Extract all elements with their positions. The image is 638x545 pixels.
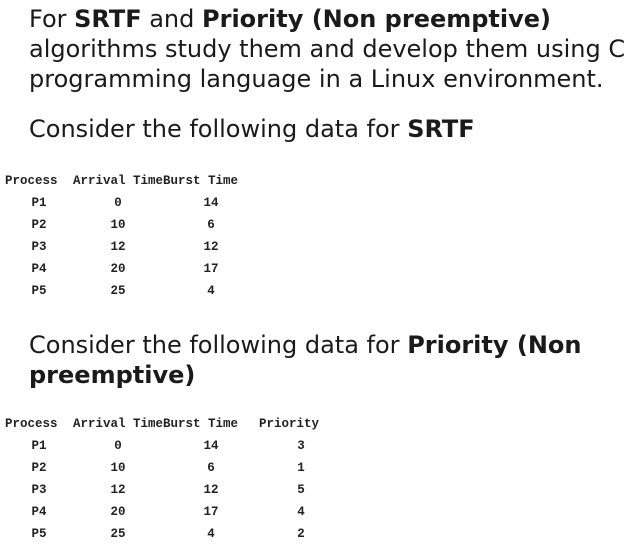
table-row — [5, 258, 259, 280]
priority-header-row — [5, 413, 343, 435]
burst-cell: 12 — [203, 240, 219, 254]
intro-line-2: algorithms study them and develop them using C — [29, 35, 626, 63]
arrival-cell: 20 — [110, 262, 126, 276]
burst-cell: 17 — [203, 505, 219, 519]
priority-cell: 3 — [297, 439, 305, 453]
table-row — [5, 435, 343, 457]
intro-line-3: programming language in a Linux environment. — [29, 65, 604, 93]
table-row — [5, 192, 259, 214]
burst-cell: 14 — [203, 196, 219, 210]
table-row — [5, 457, 343, 479]
priority-cell: 1 — [297, 461, 305, 475]
arrival-cell: 0 — [114, 196, 122, 210]
column-header-burst-time: Burst Time — [163, 174, 239, 188]
priority-heading-line-1 — [29, 330, 582, 360]
priority-heading — [29, 330, 582, 390]
priority-cell: 2 — [297, 527, 305, 541]
column-header-priority: Priority — [259, 417, 320, 431]
arrival-cell: 12 — [110, 483, 126, 497]
process-cell: P4 — [31, 262, 47, 276]
intro-text: For — [29, 5, 75, 33]
arrival-cell: 25 — [110, 527, 126, 541]
process-cell: P5 — [31, 527, 47, 541]
intro-text: and — [141, 5, 203, 33]
arrival-cell: 20 — [110, 505, 126, 519]
arrival-cell: 25 — [110, 284, 126, 298]
column-header-arrival-time: Arrival Time — [73, 174, 164, 188]
arrival-cell: 12 — [110, 240, 126, 254]
priority-heading-line-2 — [29, 360, 582, 390]
srtf-heading — [29, 114, 475, 144]
table-row — [5, 479, 343, 501]
burst-cell: 6 — [207, 461, 215, 475]
process-cell: P2 — [31, 218, 47, 232]
burst-cell: 14 — [203, 439, 219, 453]
column-header-process: Process — [5, 417, 58, 431]
column-header-burst-time: Burst Time — [163, 417, 239, 431]
process-cell: P3 — [31, 483, 47, 497]
srtf-heading-bold: SRTF — [407, 115, 475, 143]
burst-cell: 17 — [203, 262, 219, 276]
table-row — [5, 214, 259, 236]
intro-line-1 — [29, 4, 625, 34]
priority-cell: 5 — [297, 483, 305, 497]
priority-cell: 4 — [297, 505, 305, 519]
priority-heading-bold: preemptive) — [29, 361, 196, 389]
burst-cell: 12 — [203, 483, 219, 497]
burst-cell: 4 — [207, 527, 215, 541]
intro-paragraph — [29, 4, 625, 94]
burst-cell: 6 — [207, 218, 215, 232]
intro-bold-priority: Priority (Non preemptive) — [202, 5, 552, 33]
priority-heading-text: Consider the following data for — [29, 331, 408, 359]
process-cell: P4 — [31, 505, 47, 519]
process-cell: P1 — [31, 196, 47, 210]
column-header-process: Process — [5, 174, 58, 188]
arrival-cell: 0 — [114, 439, 122, 453]
process-cell: P2 — [31, 461, 47, 475]
arrival-cell: 10 — [110, 218, 126, 232]
table-row — [5, 501, 343, 523]
srtf-header-row — [5, 170, 259, 192]
srtf-table — [5, 170, 259, 302]
burst-cell: 4 — [207, 284, 215, 298]
intro-bold-srtf: SRTF — [74, 5, 142, 33]
process-cell: P1 — [31, 439, 47, 453]
table-row — [5, 236, 259, 258]
process-cell: P3 — [31, 240, 47, 254]
priority-table — [5, 413, 343, 545]
arrival-cell: 10 — [110, 461, 126, 475]
column-header-arrival-time: Arrival Time — [73, 417, 164, 431]
table-row — [5, 280, 259, 302]
process-cell: P5 — [31, 284, 47, 298]
priority-heading-bold: Priority (Non — [407, 331, 582, 359]
srtf-heading-text: Consider the following data for — [29, 115, 408, 143]
